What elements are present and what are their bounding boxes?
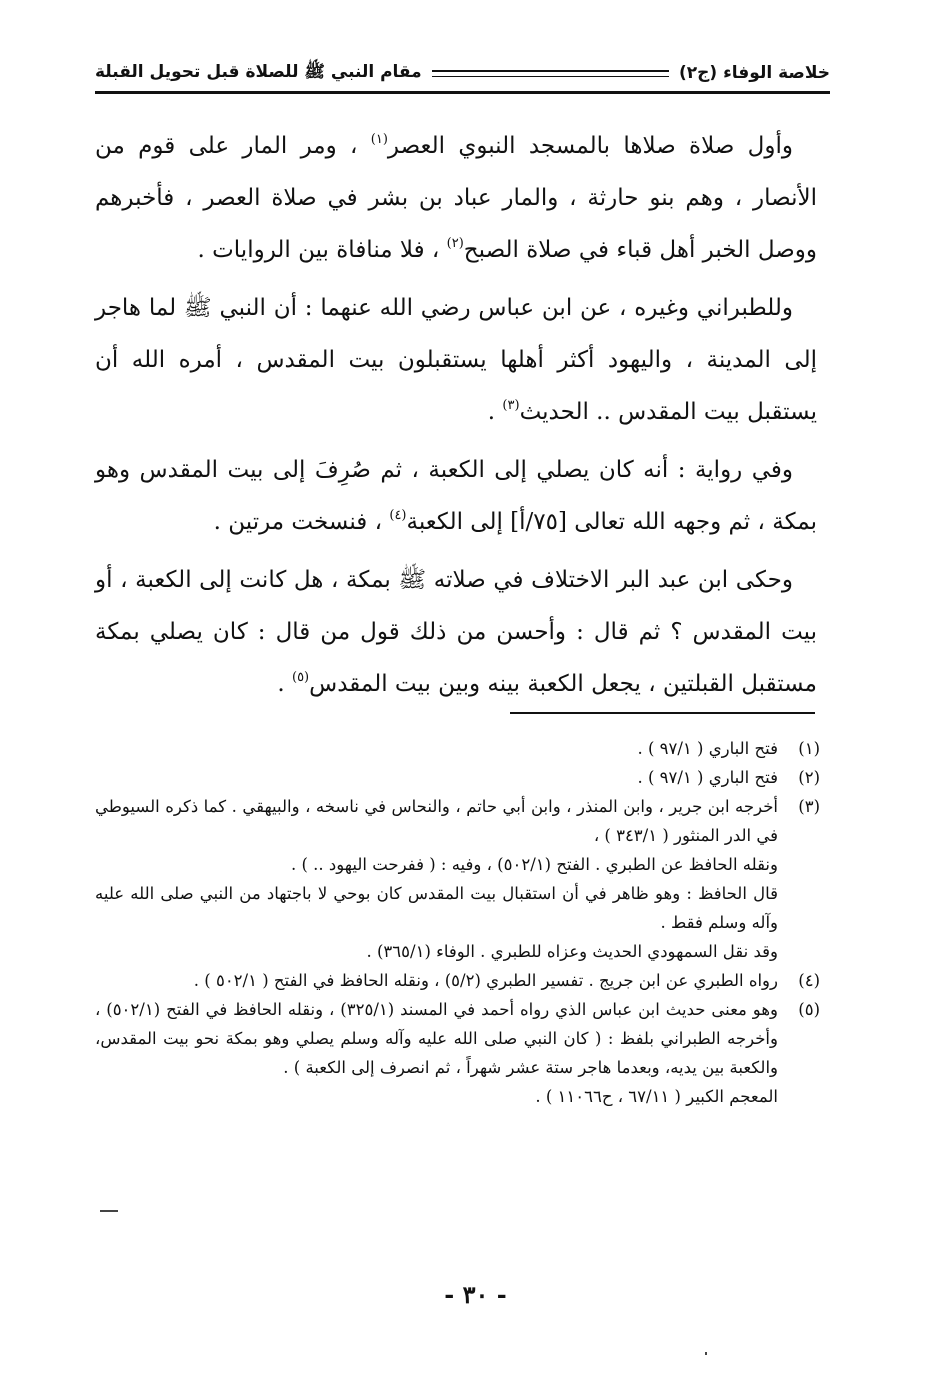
footnote-line: رواه الطبري عن ابن جريج . تفسير الطبري (٥/٢) ، ونقله الحافظ في الفتح ( ٥٠٢/١ ) . — [193, 971, 778, 990]
paragraph-text: ، فلا منافاة بين الروايات . — [197, 237, 447, 263]
footnote-line: أخرجه ابن جرير ، وابن المنذر ، وابن أبي حاتم ، والنحاس في ناسخه ، والبيهقي . كما ذكره السيوطي في الدر المنثور ( ٣٤٣/١ ) ، — [95, 797, 778, 845]
footnote-line: فتح الباري ( ٩٧/١ ) . — [637, 768, 778, 787]
footnote-separator — [510, 712, 815, 714]
footnote-number: (٥) — [798, 1000, 820, 1019]
paragraph-text: . — [487, 399, 503, 425]
paragraph-text: ، ومر المار على قوم من الأنصار ، وهم بنو حارثة ، والمار عباد بن بشر في صلاة العصر ، فأخبرهم ووصل الخبر أهل قباء في صلاة الصبح — [95, 133, 817, 263]
footnote-text — [95, 763, 778, 792]
footnote-text — [95, 792, 778, 966]
footnote-line: ونقله الحافظ عن الطبري . الفتح (٥٠٢/١) ، وفيه : ( ففرحت اليهود .. ) . — [291, 855, 778, 874]
paragraph-text: ، فنسخت مرتين . — [213, 509, 390, 535]
paragraph-text: وللطبراني وغيره ، عن ابن عباس رضي الله عنهما : أن النبي ﷺ لما هاجر إلى المدينة ، واليهود أكثر أهلها يستقبلون بيت المقدس ، أمره الله أن يستقبل بيت المقدس .. الحديث — [95, 295, 817, 425]
footnote-ref-1[interactable]: (١) — [370, 132, 388, 147]
footnote-line: وقد نقل السمهودي الحديث وعزاه للطبري . الوفاء (٣٦٥/١) . — [366, 942, 778, 961]
footnote-ref-4[interactable]: (٤) — [389, 508, 407, 523]
footnote-text — [95, 995, 778, 1111]
footnote-line: المعجم الكبير ( ٦٧/١١ ، ح١١٠٦٦ ) . — [535, 1087, 778, 1106]
footnote-number: (٣) — [798, 797, 820, 816]
paragraph-4 — [95, 554, 817, 710]
footnote-line: قال الحافظ : وهو ظاهر في أن استقبال بيت المقدس كان بوحي لا باجتهاد من النبي صلى الله عليه وآله وسلم فقط . — [95, 884, 778, 932]
page-number: - ٣٠ - — [444, 1280, 507, 1309]
footnote-text — [95, 734, 778, 763]
footnote-4 — [95, 966, 820, 995]
paragraph-text: وفي رواية : أنه كان يصلي إلى الكعبة ، ثم صُرِفَ إلى بيت المقدس وهو بمكة ، ثم وجهه الله تعالى [٧٥/أ] إلى الكعبة — [95, 457, 817, 535]
scan-mark — [100, 1210, 118, 1212]
paragraph-1 — [95, 120, 817, 276]
footnote-5 — [95, 995, 820, 1111]
footnote-number: (١) — [798, 739, 820, 758]
paragraph-text: . — [277, 671, 292, 697]
main-text — [95, 120, 817, 716]
paragraph-2 — [95, 282, 817, 438]
header-book-title: خلاصة الوفاء (ج٢) — [678, 63, 830, 83]
paragraph-3 — [95, 444, 817, 548]
scan-mark — [705, 1352, 707, 1355]
footnote-line: وهو معنى حديث ابن عباس الذي رواه أحمد في المسند (٣٢٥/١) ، ونقله الحافظ في الفتح (٥٠٢/١) ، وأخرجه الطبراني بلفظ : ( كان النبي صلى الله عليه وآله وسلم يصلي وهو بمكة نحو بيت المقدس، والكعبة بين يديه، وبعدما هاجر ستة عشر شهراً ، ثم انصرف إلى الكعبة ) . — [95, 1000, 779, 1077]
footnote-ref-5[interactable]: (٥) — [291, 670, 310, 685]
paragraph-text: وأول صلاة صلاها بالمسجد النبوي العصر — [387, 133, 793, 159]
footnote-ref-3[interactable]: (٣) — [502, 398, 520, 413]
header-rule — [432, 70, 669, 77]
footnote-3 — [95, 792, 820, 966]
footnote-number: (٢) — [798, 768, 820, 787]
footnote-number: (٤) — [798, 971, 820, 990]
footnote-line: فتح الباري ( ٩٧/١ ) . — [637, 739, 778, 758]
footnote-ref-2[interactable]: (٢) — [446, 236, 464, 251]
footnote-2 — [95, 763, 820, 792]
footnote-text — [95, 966, 778, 995]
footnote-1 — [95, 734, 820, 763]
running-header — [95, 55, 830, 94]
paragraph-text: وحكى ابن عبد البر الاختلاف في صلاته ﷺ بمكة ، هل كانت إلى الكعبة ، أو بيت المقدس ؟ ثم قال : وأحسن من ذلك قول من قال : كان يصلي بمكة مستقبل القبلتين ، يجعل الكعبة بينه وبين بيت المقدس — [95, 567, 817, 697]
footnotes — [95, 734, 820, 1111]
header-section-title: مقام النبي ﷺ للصلاة قبل تحويل القبلة — [95, 61, 422, 82]
